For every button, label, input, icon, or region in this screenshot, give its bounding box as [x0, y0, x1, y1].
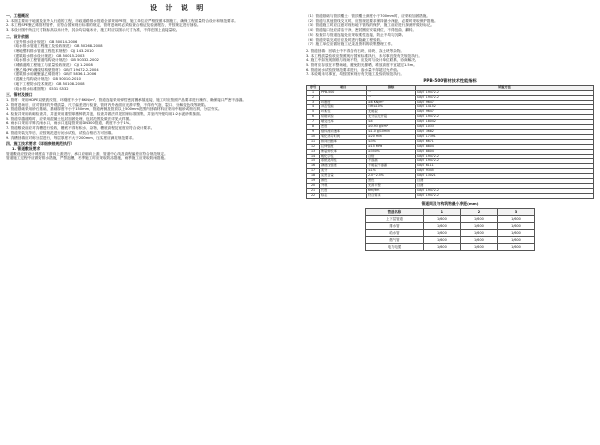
table-cell: 燃气管 — [366, 237, 424, 244]
table-cell: GB/T 19472.2 — [416, 90, 594, 95]
table-cell: 耐化学性 — [320, 154, 367, 159]
table-cell: 不破裂不渗漏 — [367, 164, 416, 169]
paragraph: 3. 本工程质量验收应按照现行国家标准执行，未尽事宜按有关规范执行。 — [306, 53, 422, 58]
table-cell: 一 — [367, 90, 416, 95]
spec-table-row — [307, 193, 594, 198]
table-cell: GB/T 19472.2 — [416, 159, 594, 164]
standard-item: 《建筑排水用硬聚氯乙烯管材》 GB/T 5836.1-2006 — [12, 72, 97, 77]
table-cell: 1/600 — [423, 237, 460, 244]
table-cell: GB/T 17391 — [416, 134, 594, 139]
paragraph: 4. 施工中如发现图纸与现场不符，应及时与设计单位联系，协商解决。 — [306, 58, 419, 63]
standard-item: 《给水排水工程管道结构设计规范》 GB 50332-2002 — [12, 58, 99, 63]
table-cell: GB/T 8804 — [416, 144, 594, 149]
table-cell: 冲击性能 — [320, 105, 367, 110]
page-title: 设 计 说 明 — [150, 4, 207, 12]
standard-item: 《建筑给水排水设计规范》 GB 50015-2003 — [12, 53, 85, 58]
standard-item: 《埋地塑料排水管道工程技术规程》 CJJ 143-2010 — [12, 48, 94, 53]
table-cell: 1/600 — [460, 230, 497, 237]
table-cell: GB/T 9647 — [416, 100, 594, 105]
col-header: 2 — [460, 209, 497, 216]
paragraph: （5）检查井与管道连接处应采取柔性连接，防止不均匀沉降。 — [306, 32, 406, 37]
spec-table-body — [307, 90, 594, 198]
table-cell: 8 — [307, 125, 320, 130]
table-cell: ≤3% — [367, 139, 416, 144]
paragraph: 1. 管材：采用HDPE双壁波纹管，环刚度不小于8KN/m²，管道连接采用弹性密封圈承插连接，施工时应按照产品要求进行操作，确保接口严密不渗漏。 — [6, 97, 246, 102]
table-cell: 13 — [307, 149, 320, 154]
col-header: 试验方法 — [416, 85, 594, 90]
spacing-table-row — [366, 223, 535, 230]
table-cell: ≥20 min — [367, 134, 416, 139]
paragraph: 2. 管道回填：回填土中不得含有石块、砖块、冻土块等杂物。 — [306, 48, 405, 53]
paragraph: 2. 本工程SPE聚乙烯管材管件，应符合国家现行标准的规定，管材进场时必须检查合格证及检测报告，并按规定进行抽检。 — [6, 23, 201, 28]
table-cell: 1/600 — [497, 244, 534, 251]
spec-table-title: PPB-500管材技术性能指标 — [423, 78, 477, 84]
table-cell: 6m/9m — [367, 188, 416, 193]
table-cell: GB/T 9345 — [416, 169, 594, 174]
table-cell: 1/600 — [460, 244, 497, 251]
standard-item: 《城镇道路工程施工与质量验收规范》 CJJ 1-2008 — [12, 63, 93, 68]
left-column — [6, 14, 293, 161]
table-cell: GB/T 13021 — [416, 174, 594, 179]
table-cell: 1/600 — [497, 237, 534, 244]
table-cell: 长度 — [320, 188, 367, 193]
standard-item: 《聚乙烯(PE)缠绕结构壁管材》 GB/T 19472.2-2004 — [12, 67, 99, 72]
table-cell: 目测 — [416, 183, 594, 188]
standard-item: 《地下工程防水技术规范》 GB 50108-2008 — [12, 81, 85, 86]
table-cell: GB/T 6671 — [416, 139, 594, 144]
table-cell: 光滑平整 — [367, 183, 416, 188]
table-cell: 上下层管道 — [366, 216, 424, 223]
paragraph: 6. 雨水口采用平箅式雨水口，雨水口连接管采用DN300管道，坡度不小于1%。 — [6, 121, 133, 126]
table-cell: 3 — [307, 100, 320, 105]
paragraph: 7. 本说明未尽事宜，均按国家现行有关施工及验收规范执行。 — [306, 72, 405, 77]
table-cell: 1 — [307, 90, 320, 95]
paragraph: 3. 本设计图中所注尺寸除标高以米计外，其余均以毫米计，施工时应以图示尺寸为准，不得在图上直接量取。 — [6, 28, 180, 33]
table-cell: PPB-500 — [320, 90, 367, 95]
table-cell: 17 — [307, 169, 320, 174]
table-cell: 无破裂 — [367, 110, 416, 115]
table-cell: 20 — [307, 183, 320, 188]
col-header: 指标 — [367, 85, 416, 90]
paragraph: 2. 管材进场后，应对管材的外观质量、尺寸偏差进行检查，管材内外表面应光滑平整，不得有气泡、裂口、分解变色线等缺陷。 — [6, 102, 209, 107]
table-cell: 2.0~2.5% — [367, 174, 416, 179]
table-cell: ≥0.93 g/cm³ — [367, 125, 416, 130]
col-header: 3 — [497, 209, 534, 216]
table-cell: 排水管 — [366, 223, 424, 230]
table-cell: 15 — [307, 159, 320, 164]
table-cell: 密度 — [320, 125, 367, 130]
table-cell: 烘箱试验 — [320, 115, 367, 120]
table-cell: ≥350% — [367, 149, 416, 154]
table-cell: 静液压强度 — [320, 164, 367, 169]
table-cell: ≤4 — [367, 120, 416, 125]
table-cell: GB/T 3682 — [416, 130, 594, 135]
table-cell: 10 — [307, 134, 320, 139]
spacing-table — [365, 208, 535, 251]
paragraph: （1）管道基础与管顶覆土：管顶覆土深度小于700mm时，应采取加固措施。 — [306, 14, 430, 18]
table-cell: 氧化诱导时间 — [320, 134, 367, 139]
spec-table — [306, 85, 594, 199]
table-cell: 炭黑含量 — [320, 174, 367, 179]
table-cell: ≤1% — [367, 169, 416, 174]
standard-item: 《给水排水管道工程施工及验收规范》 GB 50268-2008 — [12, 44, 103, 49]
paragraph: 5. 管材应存放在平整场地，避免阳光暴晒，堆放高度不宜超过1.5m。 — [306, 63, 417, 68]
paragraph: 1. 本图主要用于地面及室外人行道的工程，市政道路排水管道全部采用PE管，施工单位应严格按照本图施工，确保工程质量符合设计和规范要求。 — [6, 18, 238, 23]
table-cell: 拉伸强度 — [320, 144, 367, 149]
table-cell: 1/600 — [460, 216, 497, 223]
right-column — [306, 14, 594, 251]
table-cell: GB/T 19472.2 — [416, 188, 594, 193]
table-cell: 目测 — [416, 179, 594, 184]
spacing-table-row — [366, 230, 535, 237]
table-cell: 1/600 — [423, 216, 460, 223]
paragraph: （2）管道与其他管线交叉时，应按规范要求保持最小净距，必要时采取保护措施。 — [306, 18, 438, 23]
standard-item: 《给水排水标准图集》 S531 S532 — [12, 86, 69, 91]
table-cell: 1/600 — [497, 216, 534, 223]
paragraph: 9. 沟槽回填应对称分层进行，每层厚度不大于200mm，压实度应满足规范要求。 — [6, 135, 136, 140]
table-cell: 5 — [307, 110, 320, 115]
table-cell: 断裂伸长率 — [320, 149, 367, 154]
table-cell: 14 — [307, 154, 320, 159]
table-cell: ≥8 KN/m² — [367, 100, 416, 105]
table-cell: 2 — [307, 95, 320, 100]
table-cell: 符合要求 — [367, 193, 416, 198]
table-cell: 环刚度 — [320, 100, 367, 105]
table-cell: 1/600 — [423, 244, 460, 251]
paragraph: 6. 管道闭水试验按规范要求进行，渗水量不得超过允许值。 — [306, 67, 401, 72]
table-cell: TIR≤10% — [367, 105, 416, 110]
subsection-heading: 1. 管道敷设要求 — [12, 145, 41, 151]
table-cell: 7 — [307, 120, 320, 125]
paragraph: （3）管道施工时应注意对现有地下管线的保护，施工前应进行探测并做好标记。 — [306, 23, 435, 28]
table-cell: GB/T 19472.2 — [416, 154, 594, 159]
paragraph: 4. 检查井采用砖砌检查井，井盖采用重型球墨铸铁井盖，检查井做法详见国家标准图集，井室内外壁均用1:2水泥砂浆抹面。 — [6, 112, 204, 117]
table-cell: ≤1.0 g/10min — [367, 130, 416, 135]
table-cell: 系统适用性 — [320, 159, 367, 164]
table-cell: 纵向回缩率 — [320, 139, 367, 144]
paragraph: 5. 管道穿越道路时，应采用混凝土包封加固处理，包封范围及做法详见大样图。 — [6, 116, 133, 121]
table-cell: GB/T 19472.2 — [416, 193, 594, 198]
table-cell: 21 — [307, 188, 320, 193]
paragraph: 7. 管道敷设前应对沟槽进行验收，槽底不得有积水、杂物，槽底高程及宽度应符合设计要求。 — [6, 126, 155, 131]
table-cell: 16 — [307, 164, 320, 169]
table-cell: 19 — [307, 179, 320, 184]
paragraph: 管道施工过程中应做好排水措施，严禁泡槽，冬季施工时应采取防冻措施，雨季施工应采取防雨措施。 — [6, 156, 168, 161]
table-cell: GB/T 19472.2 — [416, 115, 594, 120]
section-heading: 一、工程概况 — [6, 13, 29, 18]
section-heading: 三、管材及接口 — [6, 92, 33, 98]
spacing-table-row — [366, 216, 535, 223]
table-cell: GB/T 18042 — [416, 120, 594, 125]
table-cell: 1/600 — [497, 223, 534, 230]
table-cell: GB/T 9647 — [416, 110, 594, 115]
col-header: 1 — [423, 209, 460, 216]
table-cell: 22 — [307, 193, 320, 198]
spacing-table-title: 管道间及与构筑物最小净距(mm) — [421, 200, 479, 206]
table-cell: 黑色 — [367, 179, 416, 184]
table-cell: ≥15 MPa — [367, 144, 416, 149]
table-cell: 给水管 — [366, 230, 424, 237]
paragraph: 8. 管道安装完毕后，应按规范进行闭水试验，试验合格后方可回填。 — [6, 130, 115, 135]
table-cell: 6 — [307, 115, 320, 120]
paragraph: （6）管道安装完成后应及时进行隐蔽工程验收。 — [306, 37, 384, 42]
table-cell: 蠕变比率 — [320, 120, 367, 125]
col-header: 项目 — [320, 85, 367, 90]
table-cell: 一 — [367, 95, 416, 100]
table-cell: 1/600 — [423, 223, 460, 230]
col-header: 管道名称 — [366, 209, 424, 216]
table-cell: 灰分 — [320, 169, 367, 174]
table-cell: 1/600 — [497, 230, 534, 237]
table-cell: GB/T 14152 — [416, 105, 594, 110]
table-cell: 无分层无开裂 — [367, 115, 416, 120]
paragraph: 3. 管道基础采用砂石基础，基础厚度不小于150mm，管道两侧及管顶以上500mm范围内回填材料应采用中粗砂或细石屑，分层夯实。 — [6, 107, 222, 112]
spacing-table-row — [366, 237, 535, 244]
table-cell: GB/T 8804 — [416, 149, 594, 154]
table-cell: GB/T 1033 — [416, 125, 594, 130]
table-cell: 颜色 — [320, 179, 367, 184]
table-cell: 1/600 — [423, 230, 460, 237]
table-cell: GB/T 19472.2 — [416, 95, 594, 100]
table-cell: 外观 — [320, 183, 367, 188]
table-cell: 18 — [307, 174, 320, 179]
table-cell: 11 — [307, 139, 320, 144]
standard-item: 《室外排水设计规范》 GB 50014-2006 — [12, 39, 78, 44]
table-cell: GB/T 6111 — [416, 164, 594, 169]
table-cell: 熔体流动速率 — [320, 130, 367, 135]
table-cell: 1/600 — [460, 237, 497, 244]
paragraph: （7）施工单位应做好施工记录及资料的收集整理工作。 — [306, 42, 395, 47]
table-cell: 不渗漏 — [367, 159, 416, 164]
paragraph: 管道敷设应按设计坡度由下游向上游进行，承口应朝向上游，管道中心线及高程偏差应符合规范规定。 — [6, 151, 168, 156]
table-cell: 标志 — [320, 193, 367, 198]
paragraph: （4）管道接口处应清洁干净，密封圈应安装到位，不得扭曲、翻转。 — [306, 28, 417, 33]
section-heading: 四、施工技术要求（详细参照规范执行） — [6, 141, 75, 147]
table-cell: 环柔性 — [320, 110, 367, 115]
spacing-table-row — [366, 244, 535, 251]
section-heading: 二、设计依据 — [6, 33, 29, 39]
table-cell: 4 — [307, 105, 320, 110]
col-header: 序号 — [307, 85, 320, 90]
table-cell: 合格 — [367, 154, 416, 159]
spacing-table-body — [366, 216, 535, 251]
table-cell: 9 — [307, 130, 320, 135]
table-cell: 电力电缆 — [366, 244, 424, 251]
table-cell: 12 — [307, 144, 320, 149]
table-cell: 1/600 — [460, 223, 497, 230]
standard-item: 《混凝土结构设计规范》 GB 50010-2010 — [12, 77, 81, 82]
